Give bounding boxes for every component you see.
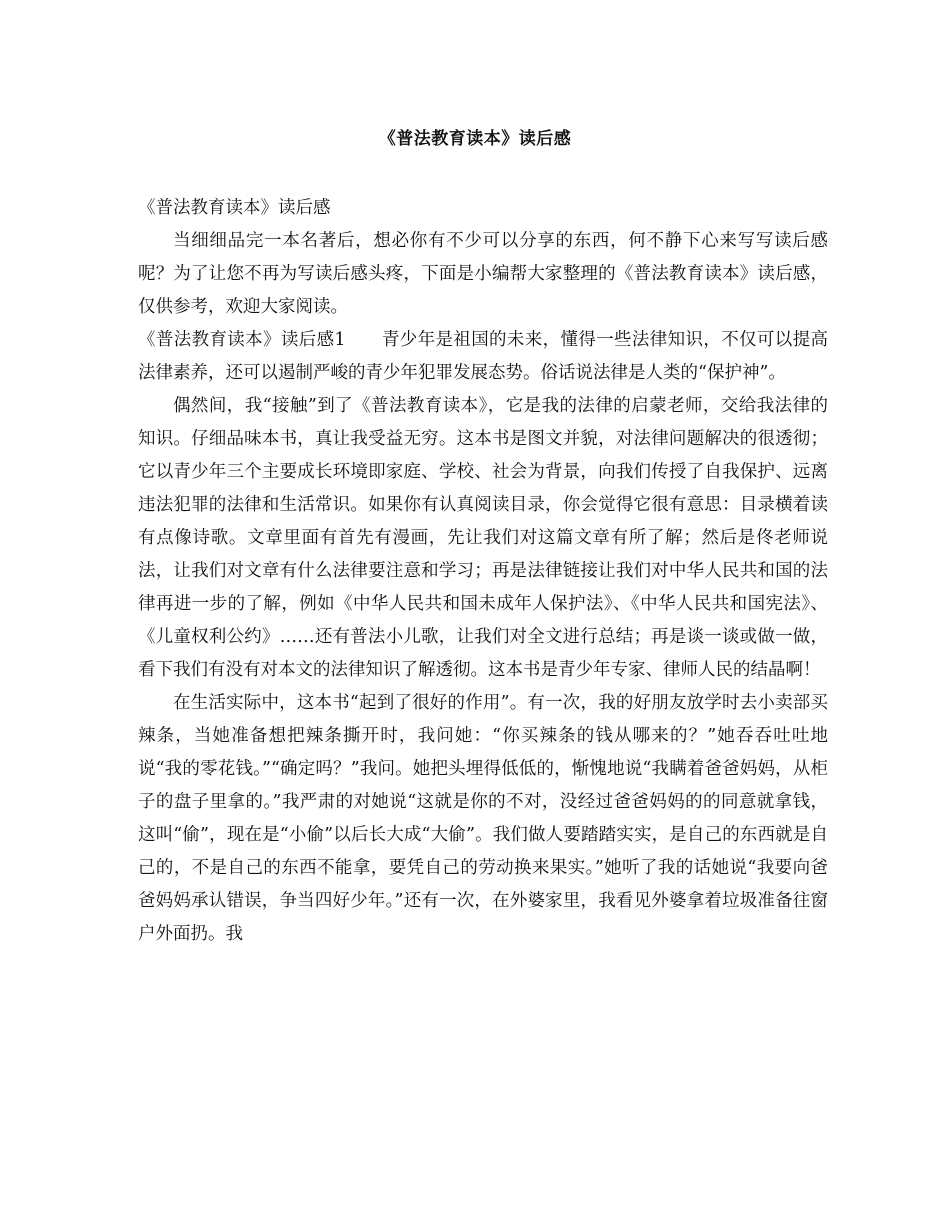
intro-paragraph: 当细细品完一本名著后，想必你有不少可以分享的东西，何不静下心来写写读后感呢？为了让您不再为写读后感头疼，下面是小编帮大家整理的《普法教育读本》读后感，仅供参考，欢迎大家阅读。 bbox=[138, 231, 828, 317]
paragraph-2: 偶然间，我“接触”到了《普法教育读本》，它是我的法律的启蒙老师，交给我法律的知识。仔细品味本书，真让我受益无穷。这本书是图文并貌，对法律问题解决的很透彻；它以青少年三个主要成长环境即家庭、学校、社会为背景，向我们传授了自我保护、远离违法犯罪的法律和生活常识。如果你有认真阅读目录，你会觉得它很有意思：目录横着读有点像诗歌。文章里面有首先有漫画，先让我们对这篇文章有所了解；然后是佟老师说法，让我们对文章有什么法律要注意和学习；再是法律链接让我们对中华人民共和国的法律再进一步的了解，例如《中华人民共和国未成年人保护法》、《中华人民共和国宪法》、《儿童权利公约》……还有普法小儿歌，让我们对全文进行总结；再是谈一谈或做一做，看下我们有没有对本文的法律知识了解透彻。这本书是青少年专家、律师人民的结晶啊！ bbox=[138, 396, 828, 680]
essay-1-paragraph bbox=[138, 324, 828, 390]
paragraph-3: 在生活实际中，这本书“起到了很好的作用”。有一次，我的好朋友放学时去小卖部买辣条，当她准备想把辣条撕开时，我问她：“你买辣条的钱从哪来的？”她吞吞吐吐地说“我的零花钱。”“确定吗？”我问。她把头埋得低低的，惭愧地说“我瞒着爸爸妈妈，从柜子的盘子里拿的。”我严肃的对她说“这就是你的不对，没经过爸爸妈妈的的同意就拿钱，这叫“偷”，现在是“小偷”以后长大成“大偷”。我们做人要踏踏实实，是自己的东西就是自己的，不是自己的东西不能拿，要凭自己的劳动换来果实。”她听了我的话她说“我要向爸爸妈妈承认错误，争当四好少年。”还有一次，在外婆家里，我看见外婆拿着垃圾准备往窗户外面扔。我 bbox=[138, 693, 828, 944]
essay-1-first-text: 青少年是祖国的未来，懂得一些法律知识，不仅可以提高法律素养，还可以遏制严峻的青少年犯罪发展态势。俗话说法律是人类的“保护神”。 bbox=[138, 330, 828, 383]
subtitle: 《普法教育读本》读后感 bbox=[138, 198, 331, 218]
document-title: 《普法教育读本》读后感 bbox=[378, 129, 572, 149]
document-body bbox=[138, 192, 828, 951]
essay-1-label: 《普法教育读本》读后感1 bbox=[138, 330, 346, 350]
